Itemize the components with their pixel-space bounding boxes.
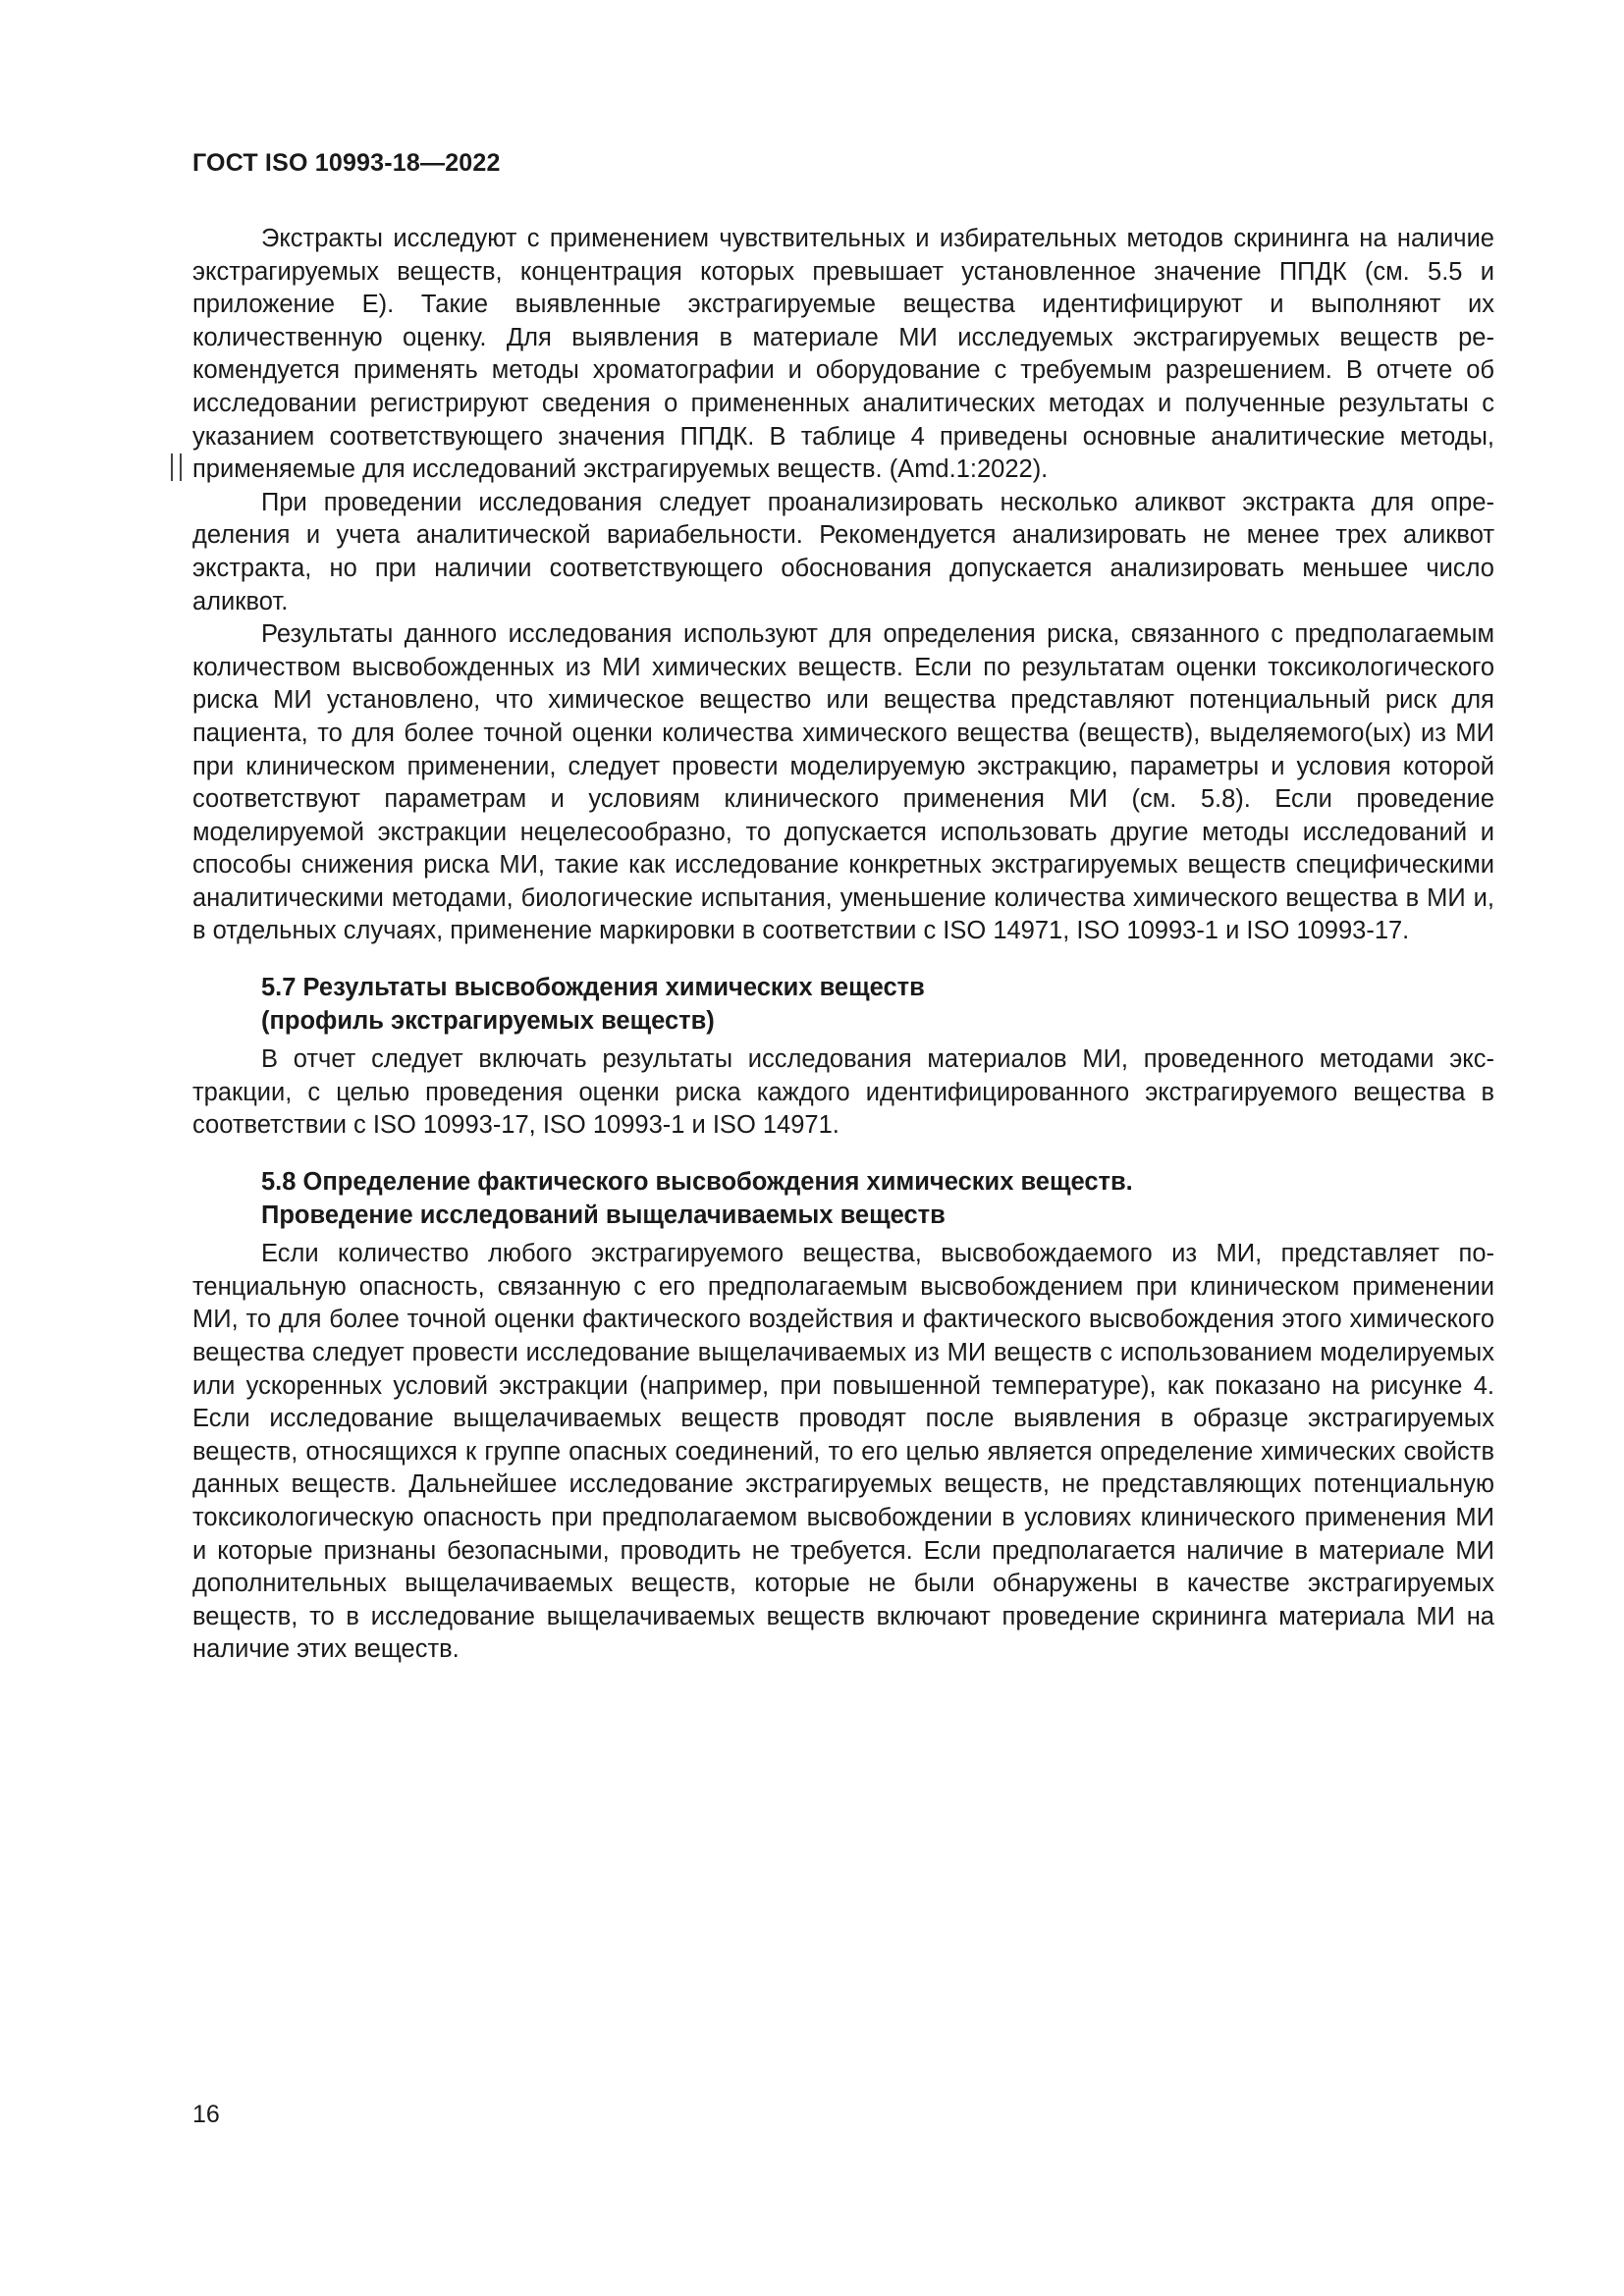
paragraph-risk-results: Результаты данного исследования используют для определения риска, связанного с предполагаемым количеством высвобожденных из МИ химических веществ. Если по результатам оценки токсикологического риска МИ установлено, что химическое вещество или вещества представляют потенциальный риск для пациента, то для более точной оценки количества химического вещества (веществ), выделяемого(ых) из МИ при клиническом применении, следует провести моделируемую экстракцию, параметры и условия которой соответствуют параметрам и условиям клинического применения МИ (см. 5.8). Если проведение моделируемой экстракции нецелесообразно, то допускается использовать другие методы исследований и способы снижения риска МИ, такие как исследование конкретных экстрагируемых веществ специфическими аналитическими методами, биологические испытания, уменьшение количества химического вещества в МИ и, в отдельных случаях, применение маркировки в соответствии с ISO 14971, ISO 10993-1 и ISO 10993-17. <box>192 620 1494 945</box>
document-code-header: ГОСТ ISO 10993-18—2022 <box>192 149 501 177</box>
paragraph-aliquots: При проведении исследования следует проанализировать несколько аликвот экстракта для определения и учета аналитической вариабельности. Рекомендуется анализировать не менее трех аликвот экстракта, но при наличии соответствующего обоснования допускается анализировать меньшее число аликвот. <box>192 488 1494 615</box>
section-5-7-title <box>261 972 1494 1038</box>
section-5-8-paragraph: Если количество любого экстрагируемого вещества, высвобождаемого из МИ, представляет потенциальную опасность, связанную с его предполагаемым высвобождением при клиническом применении МИ, то для более точной оценки фактического воздействия и фактического высвобождения этого химического вещества следует провести исследование выщелачиваемых из МИ веществ с использованием моделируемых или ускоренных условий экстракции (например, при повышенной температуре), как показано на рисунке 4. Если исследование выщелачиваемых веществ проводят после выявления в образце экстрагируемых веществ, относящихся к группе опасных соединений, то его целью является определение химических свойств данных веществ. Дальнейшее исследование экстрагируемых веществ, не представляющих потенциальную токсикологическую опасность при предполагаемом высвобождении в условиях клинического применения МИ и которые признаны безопасными, проводить не требуется. Если предполагается наличие в материале МИ дополнительных выщелачиваемых веществ, которые не были обнаружены в качестве экстрагируемых веществ, то в исследование выщелачиваемых веществ включают проведение скрининга материала МИ на наличие этих веществ. <box>192 1240 1494 1664</box>
section-5-7-paragraph: В отчет следует включать результаты исследования материалов МИ, проведенного методами экстракции, с целью проведения оценки риска каждого идентифицированного экстрагируемого вещества в соответствии с ISO 10993-17, ISO 10993-1 и ISO 14971. <box>192 1045 1494 1140</box>
amendment-change-bar <box>171 454 182 481</box>
document-body <box>192 223 1494 1667</box>
section-5-8-title-line1: 5.8 Определение фактического высвобождения химических веществ. <box>261 1168 1133 1197</box>
section-5-7-title-line1: 5.7 Результаты высвобождения химических веществ <box>261 974 925 1002</box>
section-5-8-title-line2: Проведение исследований выщелачиваемых веществ <box>261 1201 946 1229</box>
paragraph-extracts-screening: Экстракты исследуют с применением чувствительных и избирательных методов скрининга на наличие экстрагируемых веществ, концентрация которых превышает установленное значение ППДК (см. 5.5 и приложение Е). Такие выявленные экстрагируемые вещества идентифицируют и выполняют их количественную оценку. Для выявления в материале МИ исследуемых экстрагируемых веществ рекомендуется применять методы хроматографии и оборудование с требуемым разрешением. В отчете об исследовании регистрируют сведения о примененных аналитических методах и полученные результаты с указанием соответствующего значения ППДК. В таблице 4 приведены основные аналитические методы, применяемые для исследований экстрагируемых веществ. (Amd.1:2022). <box>192 225 1494 484</box>
section-5-7-title-line2: (профиль экстрагируемых веществ) <box>261 1006 715 1035</box>
section-5-8-title <box>261 1166 1494 1232</box>
page-number: 16 <box>192 2101 220 2128</box>
